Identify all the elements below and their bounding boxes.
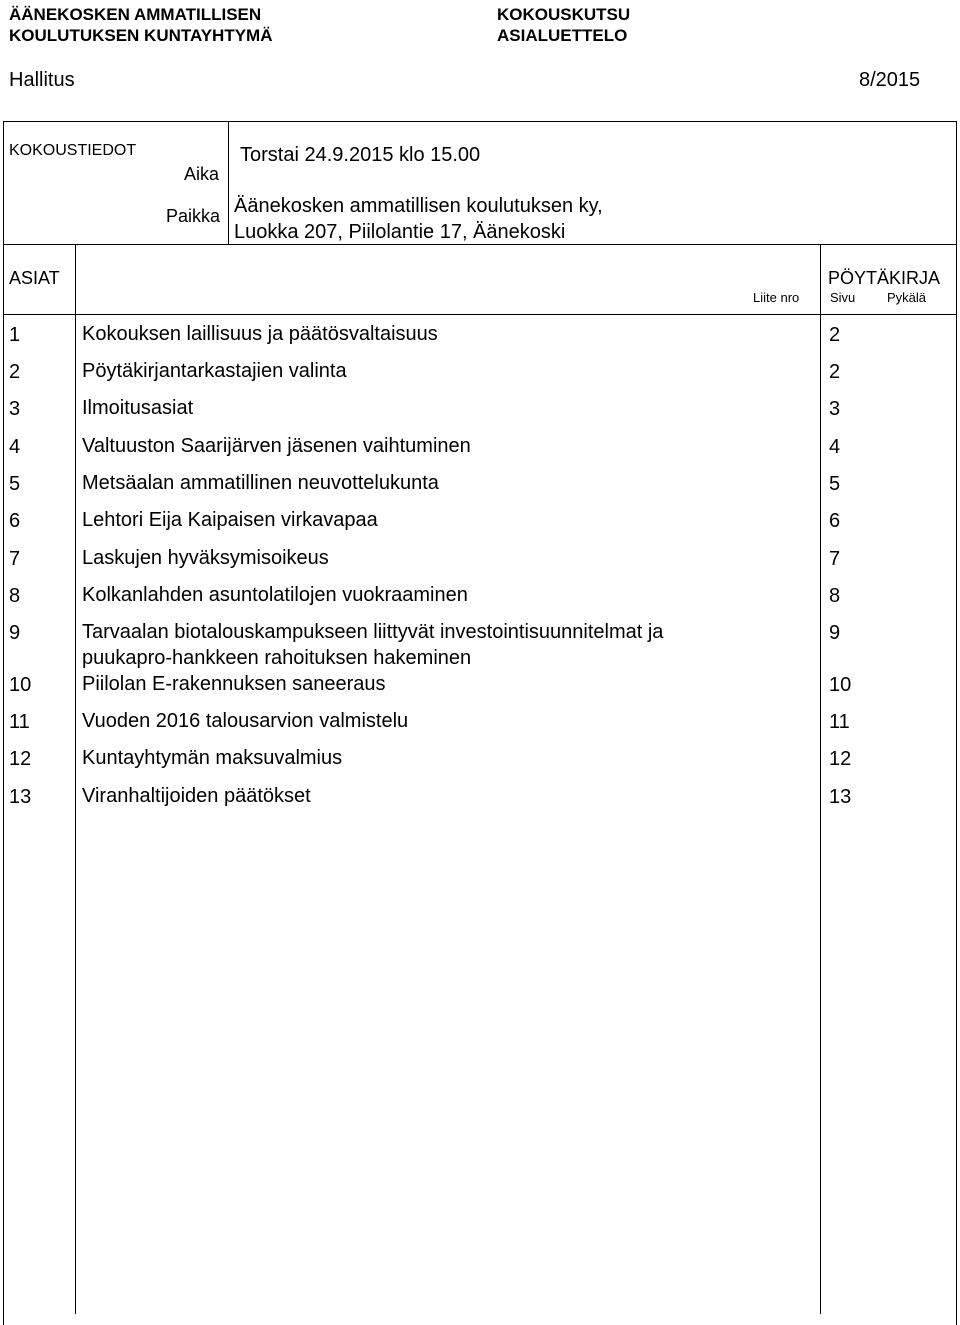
- agenda-item-number: 10: [9, 674, 32, 696]
- section-column-label: Pykälä: [887, 290, 927, 305]
- org-name-line2: KOULUTUKSEN KUNTAYHTYMÄ: [9, 26, 273, 45]
- agenda-item-page: 13: [829, 786, 852, 808]
- agenda-item-title: Metsäalan ammatillinen neuvottelukunta: [82, 472, 439, 494]
- minutes-label: PÖYTÄKIRJA: [828, 268, 941, 288]
- agenda-item-page: 10: [829, 674, 852, 696]
- agenda-item-number: 9: [9, 622, 21, 644]
- agenda-divider-minutes: [820, 244, 821, 1314]
- meeting-info-label: KOKOUSTIEDOT: [9, 142, 137, 159]
- agenda-item-title: Kuntayhtymän maksuvalmius: [82, 747, 343, 769]
- place-value-line1: Äänekosken ammatillisen koulutuksen ky,: [234, 195, 603, 217]
- doc-type-line1: KOKOUSKUTSU: [497, 5, 631, 24]
- agenda-item-number: 13: [9, 786, 32, 808]
- agenda-item-page: 7: [829, 548, 841, 570]
- agenda-item-title: Vuoden 2016 talousarvion valmistelu: [82, 710, 409, 732]
- agenda-item-page: 11: [829, 711, 850, 733]
- agenda-item-number: 11: [9, 711, 30, 733]
- agenda-item-number: 8: [9, 585, 21, 607]
- agenda-item-page: 4: [829, 436, 841, 458]
- place-value-line2: Luokka 207, Piilolantie 17, Äänekoski: [234, 221, 566, 243]
- agenda-divider-number: [75, 244, 76, 1314]
- agenda-item-title: Tarvaalan biotalouskampukseen liittyvät investointisuunnitelmat ja puukapro-hankkeen rahoituksen hakeminen: [82, 621, 664, 669]
- attachment-label: Liite nro: [753, 290, 800, 305]
- agenda-item-page: 5: [829, 473, 841, 495]
- doc-type-line2: ASIALUETTELO: [497, 26, 628, 45]
- meeting-number: 8/2015: [859, 69, 921, 91]
- time-value: Torstai 24.9.2015 klo 15.00: [240, 144, 481, 166]
- agenda-item-number: 6: [9, 510, 21, 532]
- agenda-item-number: 1: [9, 324, 21, 346]
- agenda-item-title: Lehtori Eija Kaipaisen virkavapaa: [82, 509, 378, 531]
- governing-body: Hallitus: [9, 69, 75, 91]
- agenda-item-page: 3: [829, 398, 841, 420]
- agenda-item-title: Ilmoitusasiat: [82, 397, 194, 419]
- agenda-item-title: Viranhaltijoiden päätökset: [82, 785, 311, 807]
- agenda-item-title: Piilolan E-rakennuksen saneeraus: [82, 673, 386, 695]
- agenda-item-title: Kolkanlahden asuntolatilojen vuokraaminen: [82, 584, 468, 606]
- agenda-item-page: 6: [829, 510, 841, 532]
- agenda-items-label: ASIAT: [9, 268, 60, 288]
- agenda-item-number: 2: [9, 361, 21, 383]
- agenda-item-page: 2: [829, 324, 841, 346]
- agenda-item-number: 5: [9, 473, 21, 495]
- place-label: Paikka: [166, 206, 221, 226]
- agenda-item-page: 2: [829, 361, 841, 383]
- page-column-label: Sivu: [830, 290, 856, 305]
- meeting-info-divider: [228, 121, 229, 245]
- agenda-item-number: 4: [9, 436, 21, 458]
- agenda-item-title: Valtuuston Saarijärven jäsenen vaihtuminen: [82, 435, 471, 457]
- agenda-item-number: 7: [9, 548, 21, 570]
- agenda-item-title: Laskujen hyväksymisoikeus: [82, 547, 329, 569]
- agenda-item-page: 9: [829, 622, 841, 644]
- agenda-item-number: 12: [9, 748, 32, 770]
- org-name-line1: ÄÄNEKOSKEN AMMATILLISEN: [9, 5, 262, 24]
- agenda-item-page: 8: [829, 585, 841, 607]
- agenda-item-number: 3: [9, 398, 21, 420]
- agenda-item-page: 12: [829, 748, 852, 770]
- time-label: Aika: [184, 164, 220, 184]
- agenda-item-title: Kokouksen laillisuus ja päätösvaltaisuus: [82, 323, 438, 345]
- agenda-item-title: Pöytäkirjantarkastajien valinta: [82, 360, 347, 382]
- agenda-header-rule: [3, 314, 956, 315]
